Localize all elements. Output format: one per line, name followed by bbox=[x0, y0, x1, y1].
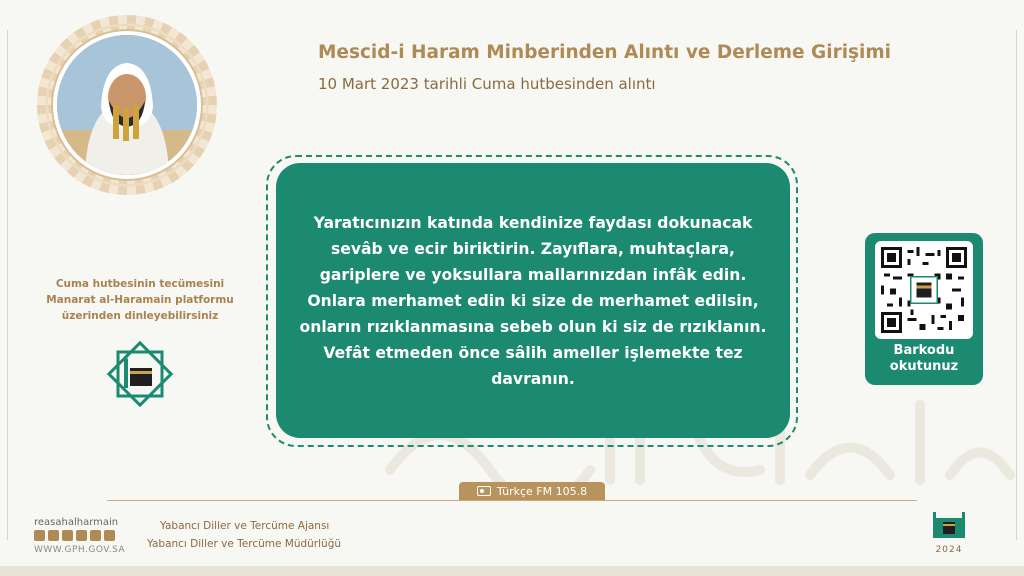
page-title: Mescid-i Haram Minberinden Alıntı ve Derleme Girişimi bbox=[318, 42, 892, 63]
social-icons bbox=[34, 530, 115, 541]
quote-card bbox=[276, 163, 790, 438]
qr-code-icon bbox=[881, 247, 967, 333]
promo-line: üzerinden dinleyebilirsiniz bbox=[61, 310, 219, 322]
manarat-haramain-logo bbox=[104, 338, 176, 410]
promo-line: Manarat al-Haramain platformu bbox=[46, 294, 234, 306]
mosque-emblem-icon bbox=[932, 510, 966, 540]
qr-label-line: Barkodu bbox=[893, 343, 955, 358]
qr-label bbox=[865, 343, 983, 375]
sermon-quote: Yaratıcınızın katında kendinize faydası dokunacak sevâb ve ecir biriktirin. Zayıflara, muhtaçlara, gariplere ve yoksullara mallarınızdan infâk edin. Onlara merhamet edin ki size de merhamet edilsin, onların rızıklanmasına sebeb olun ki siz de rızıklanın. Vefât etmeden önce sâlih ameller işlemekte tez davranın. bbox=[299, 213, 767, 388]
imam-portrait bbox=[53, 31, 201, 179]
platform-promo bbox=[40, 276, 240, 324]
twitter-icon[interactable] bbox=[48, 530, 59, 541]
promo-line: Cuma hutbesinin tecümesini bbox=[55, 278, 225, 290]
qr-code[interactable] bbox=[875, 241, 973, 339]
radio-icon bbox=[477, 486, 491, 496]
qr-card[interactable] bbox=[865, 233, 983, 385]
radio-frequency-badge bbox=[459, 482, 605, 500]
facebook-icon[interactable] bbox=[34, 530, 45, 541]
imam-portrait-medallion bbox=[37, 15, 217, 195]
presidency-logo bbox=[925, 510, 973, 555]
youtube-icon[interactable] bbox=[62, 530, 73, 541]
logo-year: 2024 bbox=[935, 545, 963, 555]
frame-left-line bbox=[7, 30, 8, 540]
radio-label: Türkçe FM 105.8 bbox=[496, 484, 588, 498]
qr-label-line: okutunuz bbox=[889, 359, 959, 374]
bottom-bar bbox=[0, 566, 1024, 576]
footer-divider bbox=[107, 500, 917, 501]
website-url[interactable]: WWW.GPH.GOV.SA bbox=[34, 545, 126, 555]
agency-line-1: Yabancı Diller ve Tercüme Ajansı bbox=[160, 520, 330, 532]
page-subtitle: 10 Mart 2023 tarihli Cuma hutbesinden alıntı bbox=[318, 75, 656, 93]
snapchat-icon[interactable] bbox=[76, 530, 87, 541]
instagram-icon[interactable] bbox=[90, 530, 101, 541]
telegram-icon[interactable] bbox=[104, 530, 115, 541]
agency-line-2: Yabancı Diller ve Tercüme Müdürlüğü bbox=[147, 538, 342, 550]
social-handle: reasahalharmain bbox=[34, 517, 119, 528]
